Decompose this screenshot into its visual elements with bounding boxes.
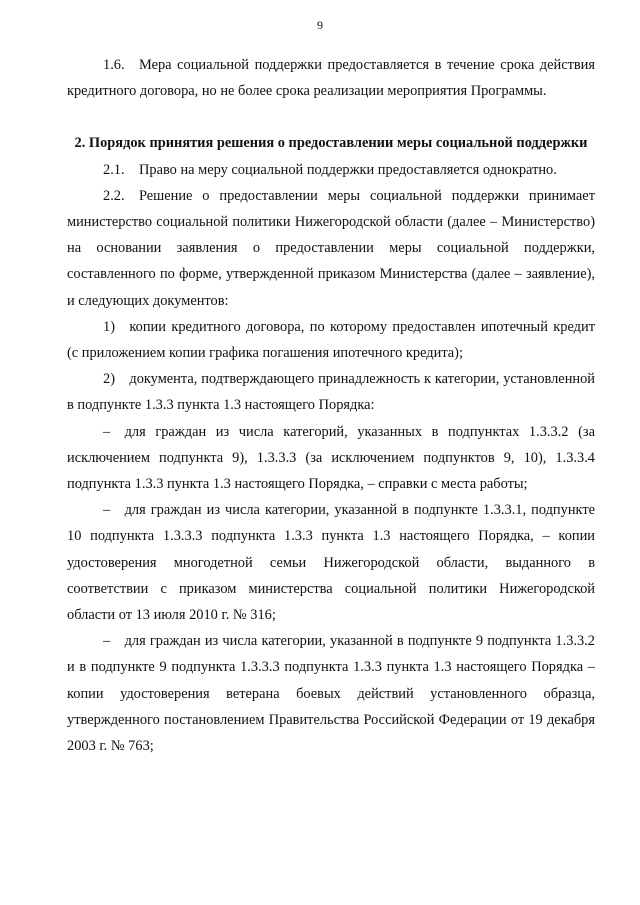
- document-body: [67, 52, 595, 759]
- dash-item-3: – для граждан из числа категории, указанной в подпункте 9 подпункта 1.3.3.2 и в подпункте 9 подпункта 1.3.3.3 подпункта 1.3.3 пункта 1.3 настоящего Порядка – копии удостоверения ветерана боевых действий установленного образца, утвержденного постановлением Правительства Российской Федерации от 19 декабря 2003 г. № 763;: [67, 633, 595, 755]
- list-item-1: 1) копии кредитного договора, по которому предоставлен ипотечный кредит (с приложением копии графика погашения ипотечного кредита);: [67, 318, 595, 362]
- page-number: 9: [317, 18, 323, 32]
- paragraph-2-1: 2.1. Право на меру социальной поддержки предоставляется однократно.: [103, 161, 557, 178]
- paragraph-1-6: 1.6. Мера социальной поддержки предоставляется в течение срока действия кредитного договора, но не более срока реализации мероприятия Программы.: [67, 57, 595, 100]
- dash-item-2: – для граждан из числа категории, указанной в подпункте 1.3.3.1, подпункте 10 подпункта 1.3.3.3 подпункта 1.3.3 пункта 1.3 настоящего Порядка, – копии удостоверения многодетной семьи Нижегородской области, выданного в соответствии с приказом министерства социальной политики Нижегородской области от 13 июля 2010 г. № 316;: [67, 502, 595, 624]
- dash-item-1: – для граждан из числа категорий, указанных в подпунктах 1.3.3.2 (за исключением подпункта 9), 1.3.3.3 (за исключением подпунктов 9, 10), 1.3.3.4 подпункта 1.3.3 пункта 1.3 настоящего Порядка, – справки с места работы;: [67, 423, 595, 493]
- paragraph-2-2: 2.2. Решение о предоставлении меры социальной поддержки принимает министерство социальной политики Нижегородской области (далее – Министерство) на основании заявления о предоставлении меры социальной поддержки, составленного по форме, утвержденной приказом Министерства (далее – заявление), и следующих документов:: [67, 187, 595, 309]
- section-heading: 2. Порядок принятия решения о предоставлении меры социальной поддержки: [74, 135, 588, 152]
- list-item-2: 2) документа, подтверждающего принадлежность к категории, установленной в подпункте 1.3.3 пункта 1.3 настоящего Порядка:: [67, 371, 595, 414]
